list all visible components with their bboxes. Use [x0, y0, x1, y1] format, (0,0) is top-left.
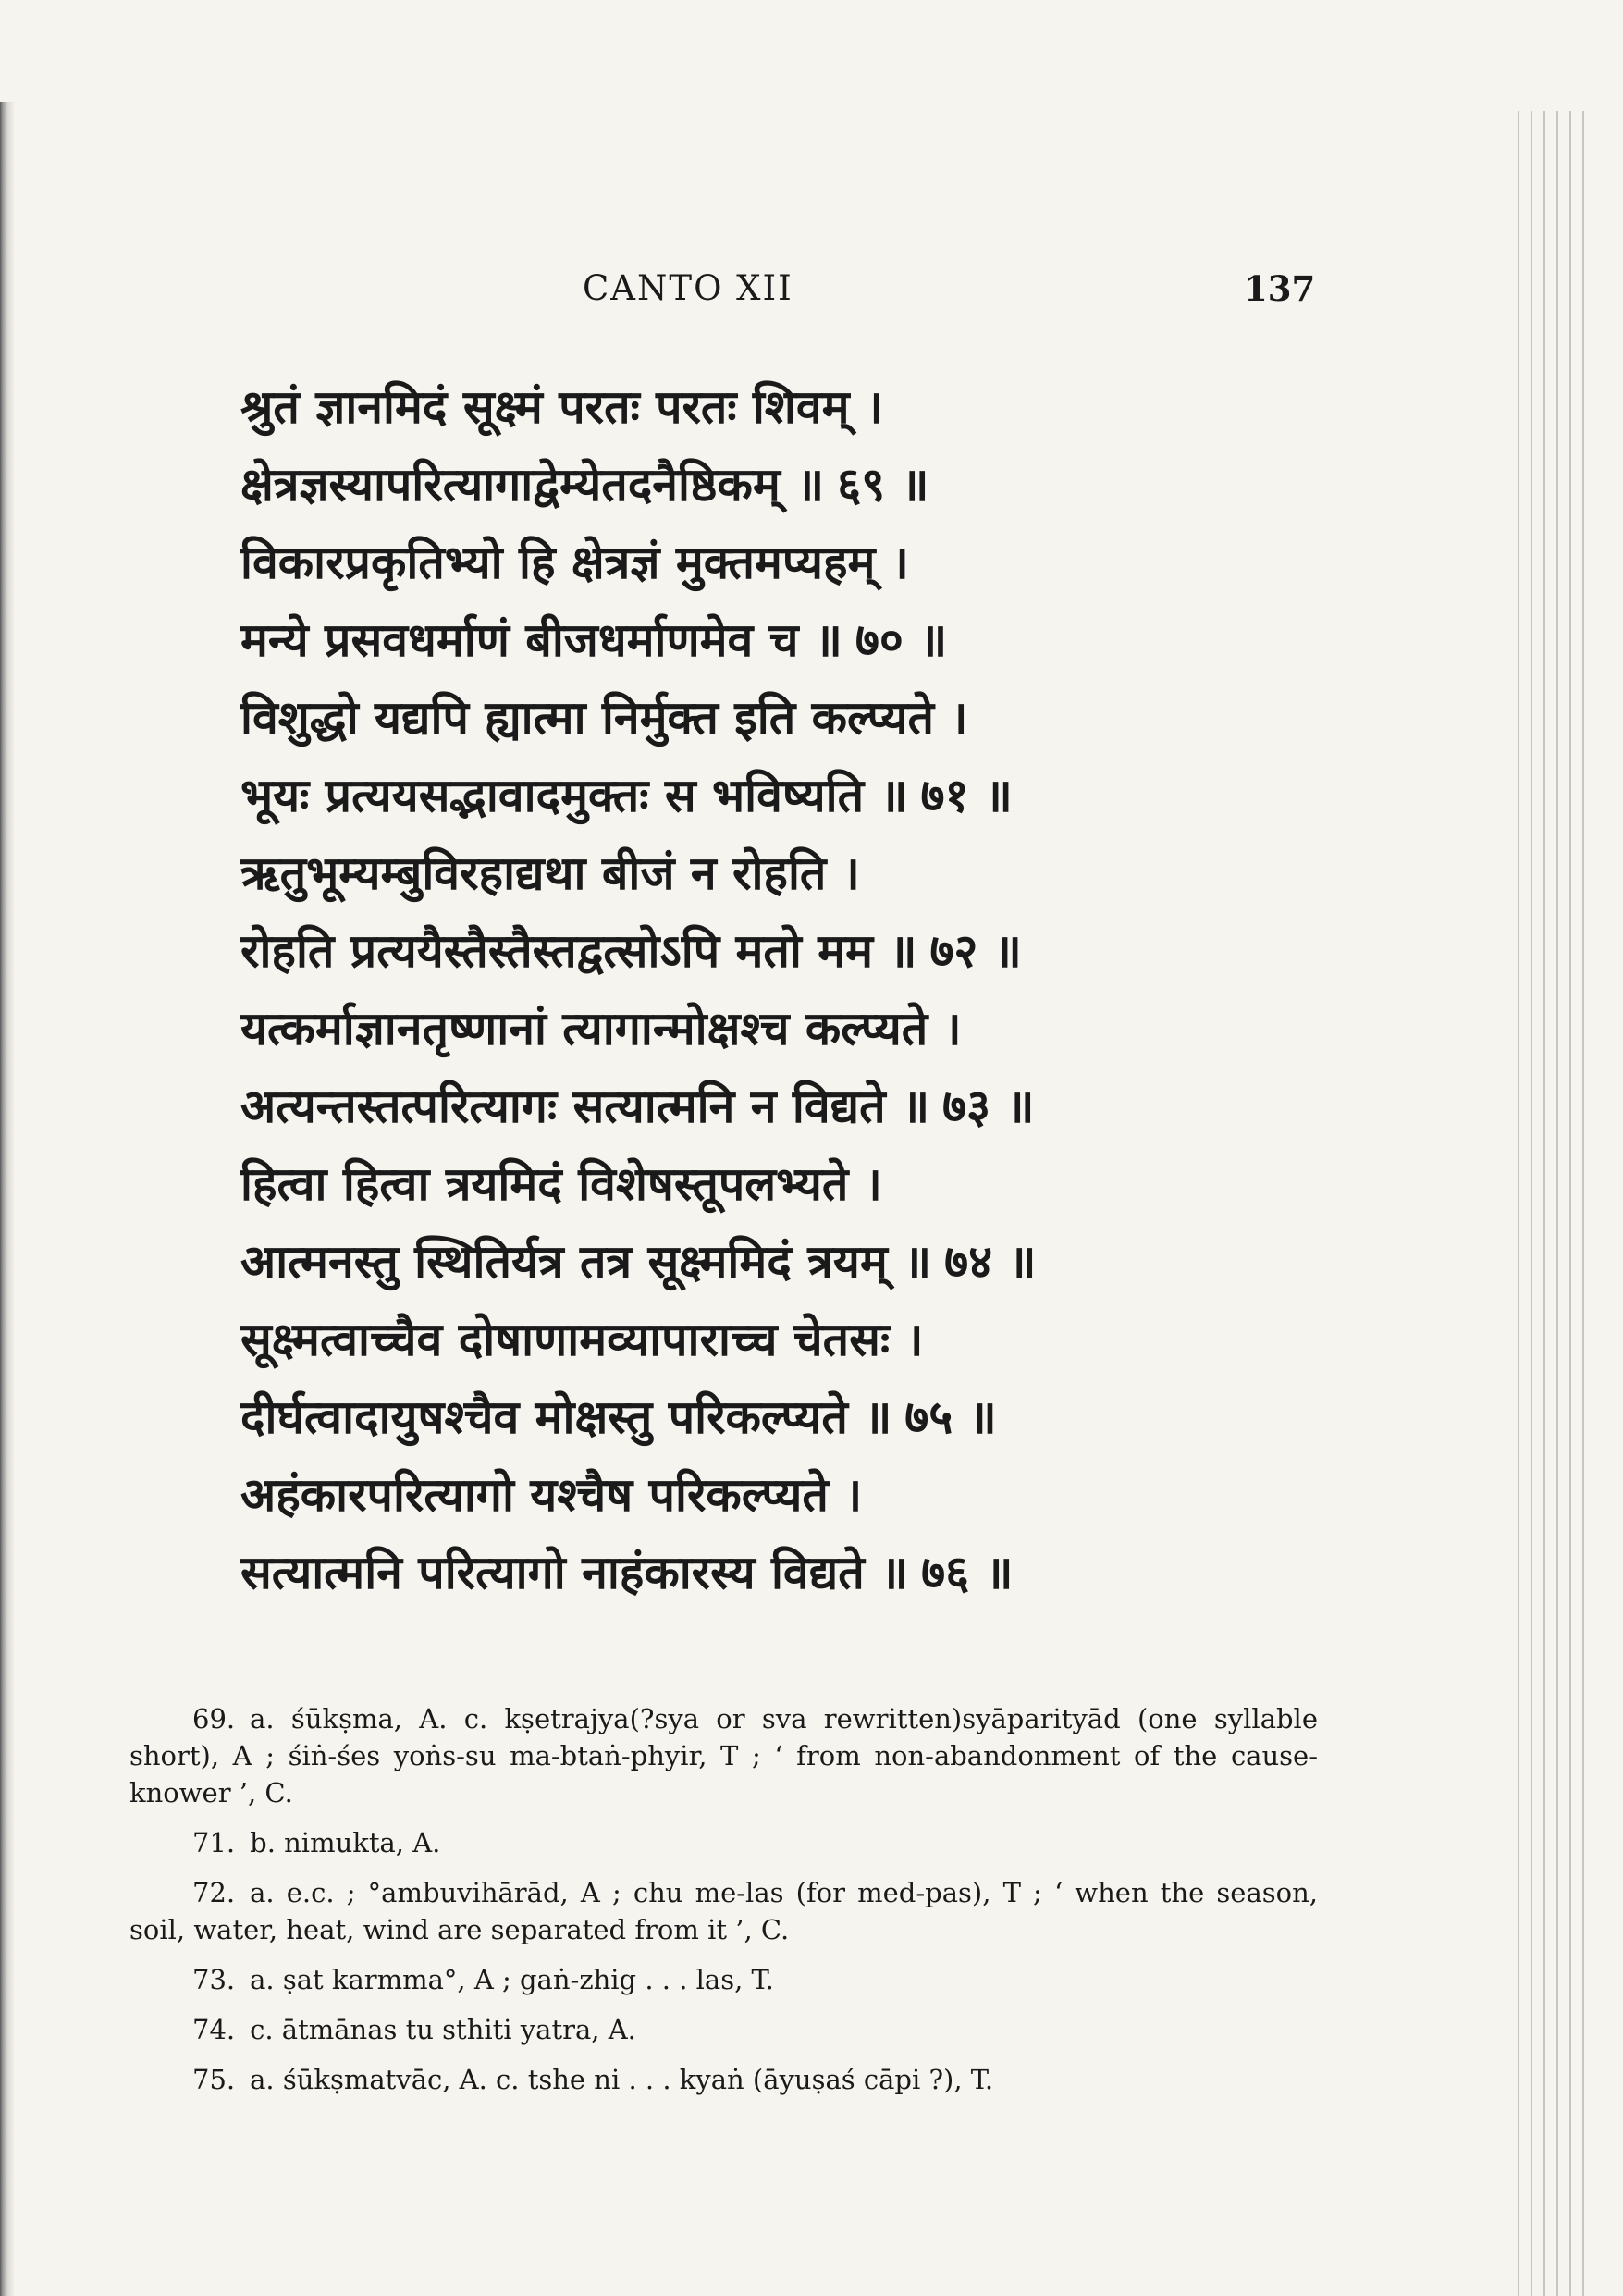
verse-line: [240, 990, 1322, 1068]
verse-text: विशुद्धो यद्यपि ह्यात्मा निर्मुक्त इति कल्प्यते ।: [240, 690, 968, 745]
verse-number: ७५ ॥: [904, 1389, 997, 1444]
verse-line: [240, 1301, 1322, 1378]
verse-line: [240, 1534, 1322, 1611]
verse-text: विकारप्रकृतिभ्यो हि क्षेत्रज्ञं मुक्तमप्यहम् ।: [240, 535, 909, 589]
verse-number: ७४ ॥: [944, 1234, 1037, 1289]
footnote: [129, 2011, 1318, 2048]
verse-text: अहंकारपरित्यागो यश्चैष परिकल्प्यते ।: [240, 1467, 863, 1522]
footnote: [129, 1961, 1318, 1998]
verse-text: दीर्घत्वादायुषश्चैव मोक्षस्तु परिकल्प्यते ॥: [240, 1389, 892, 1444]
verse-number: ७२ ॥: [929, 923, 1022, 978]
verse-line: [240, 1068, 1322, 1145]
footnote: [129, 1700, 1318, 1811]
verse-line: [240, 601, 1322, 679]
verse-line: [240, 1456, 1322, 1534]
verse-text: हित्वा हित्वा त्रयमिदं विशेषस्तूपलभ्यते ।: [240, 1156, 882, 1211]
footnote: [129, 2061, 1318, 2098]
footnotes: [129, 1700, 1318, 2111]
verse-line: [240, 679, 1322, 757]
footnote: [129, 1874, 1318, 1948]
verse-line: [240, 912, 1322, 990]
verse-text: यत्कर्माज्ञानतृष्णानां त्यागान्मोक्षश्च कल्प्यते ।: [240, 1001, 962, 1055]
running-head: CANTO XII: [583, 268, 793, 308]
page-edge-left: [0, 102, 15, 2296]
verse-block: [240, 368, 1322, 1611]
verse-number: ७६ ॥: [921, 1545, 1014, 1599]
footnote-number: 75.: [192, 2064, 236, 2095]
footnote-number: 72.: [192, 1877, 236, 1908]
footnote-number: 74.: [192, 2014, 236, 2045]
footnote-number: 69.: [192, 1703, 236, 1734]
verse-line: [240, 757, 1322, 834]
verse-line: [240, 1378, 1322, 1456]
verse-text: क्षेत्रज्ञस्यापरित्यागाद्वेम्येतदनैष्ठिकम् ॥: [240, 457, 825, 512]
verse-line: [240, 1145, 1322, 1223]
verse-text: सूक्ष्मत्वाच्चैव दोषाणामव्यापाराच्च चेतसः ।: [240, 1312, 924, 1366]
page-header: [0, 268, 1623, 315]
footnote-text: c. ātmānas tu sthiti yatra, A.: [250, 2014, 636, 2045]
verse-text: सत्यात्मनि परित्यागो नाहंकारस्य विद्यते ॥: [240, 1545, 909, 1599]
verse-line: [240, 834, 1322, 912]
page-edge-right: [1512, 111, 1595, 2296]
verse-text: अत्यन्तस्तत्परित्यागः सत्यात्मनि न विद्यते ॥: [240, 1079, 930, 1133]
verse-number: ६९ ॥: [837, 457, 929, 512]
verse-text: ऋतुभूम्यम्बुविरहाद्यथा बीजं न रोहति ।: [240, 846, 860, 900]
footnote-text: a. śūkṣmatvāc, A. c. tshe ni . . . kyaṅ (āyuṣaś cāpi ?), T.: [250, 2064, 994, 2095]
verse-number: ७३ ॥: [942, 1079, 1035, 1133]
verse-line: [240, 1223, 1322, 1301]
footnote-text: a. śūkṣma, A. c. kṣetrajya(?sya or sva rewritten)syāparityād (one syllable short), A ; śiṅ-śes yoṅs-su ma-btaṅ-phyir, T ; ‘ from non-abandonment of the cause-knower ’, C.: [129, 1703, 1318, 1808]
footnote-text: a. e.c. ; °ambuvihārād, A ; chu me-las (for med-pas), T ; ‘ when the season, soil, water, heat, wind are separated from it ’, C.: [129, 1877, 1318, 1945]
footnote-number: 73.: [192, 1964, 236, 1995]
verse-text: भूयः प्रत्ययसद्भावादमुक्तः स भविष्यति ॥: [240, 768, 908, 822]
verse-line: [240, 446, 1322, 524]
page-number: 137: [1244, 268, 1316, 309]
footnote-number: 71.: [192, 1827, 236, 1858]
verse-line: [240, 368, 1322, 446]
footnote-text: b. nimukta, A.: [250, 1827, 441, 1858]
verse-text: श्रुतं ज्ञानमिदं सूक्ष्मं परतः परतः शिवम् ।: [240, 379, 883, 434]
footnote: [129, 1824, 1318, 1861]
verse-text: मन्ये प्रसवधर्माणं बीजधर्माणमेव च ॥: [240, 612, 842, 667]
footnote-text: a. ṣat karmma°, A ; gaṅ-zhig . . . las, T.: [250, 1964, 774, 1995]
verse-number: ७० ॥: [855, 612, 948, 667]
verse-text: आत्मनस्तु स्थितिर्यत्र तत्र सूक्ष्ममिदं त्रयम् ॥: [240, 1234, 932, 1289]
verse-line: [240, 524, 1322, 601]
verse-number: ७१ ॥: [920, 768, 1013, 822]
verse-text: रोहति प्रत्ययैस्तैस्तैस्तद्वत्सोऽपि मतो मम ॥: [240, 923, 917, 978]
